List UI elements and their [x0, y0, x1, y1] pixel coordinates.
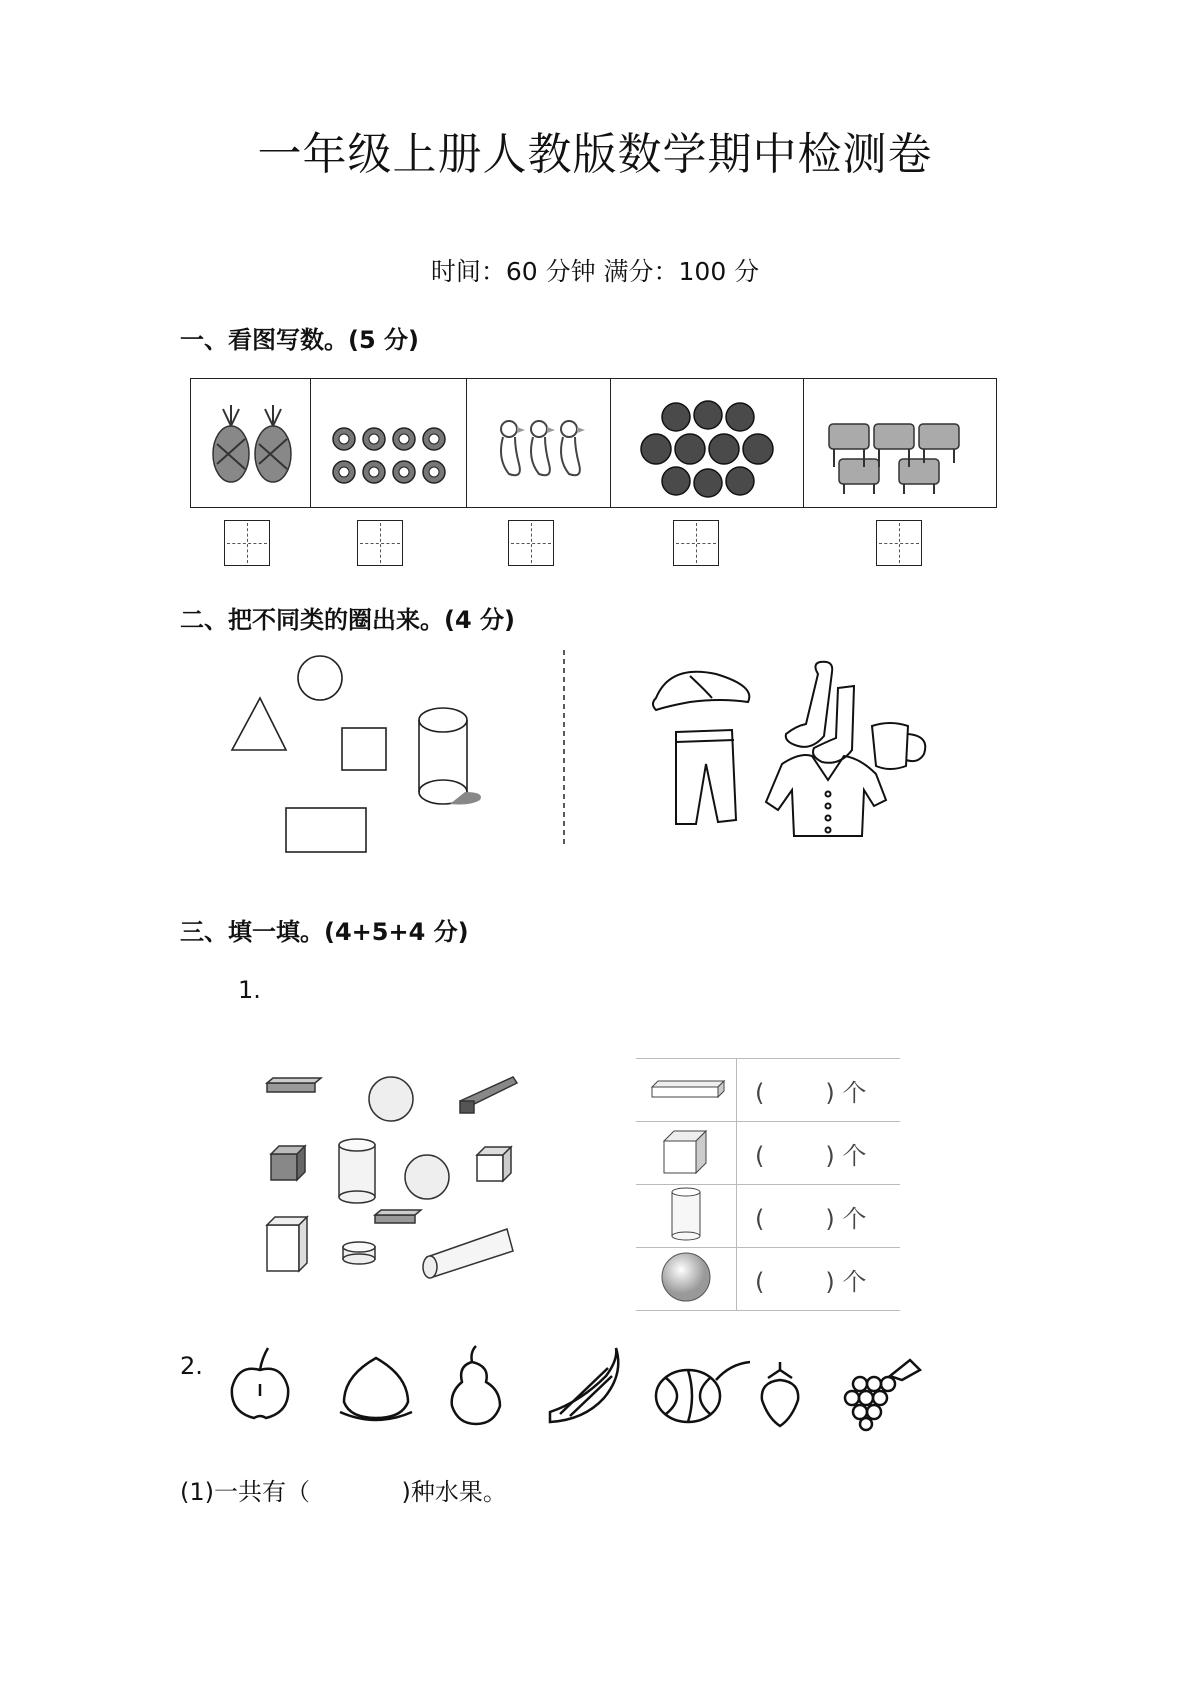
count-blank-cube[interactable]: ( ) 个	[737, 1122, 901, 1185]
odd-one-out-figures	[200, 640, 1000, 860]
count-blank-cuboid[interactable]: ( ) 个	[737, 1059, 901, 1122]
upright-cuboid-shape	[267, 1217, 307, 1271]
short-cylinder-shape	[343, 1242, 375, 1264]
grapes-icon	[845, 1360, 920, 1430]
banana-icon	[550, 1348, 618, 1422]
tomato-icon	[611, 379, 802, 506]
cube-icon	[656, 1127, 716, 1175]
count-blank-sphere[interactable]: ( ) 个	[737, 1248, 901, 1311]
cow-icon	[804, 379, 994, 506]
circle-shape	[298, 656, 342, 700]
table-row	[636, 1248, 900, 1311]
shape-count-table	[636, 1058, 900, 1311]
cylinder-shape	[419, 708, 467, 804]
cap-icon	[653, 672, 749, 710]
cell-flowers	[311, 379, 467, 507]
cell-pineapples	[191, 379, 311, 507]
cube-shape-2	[477, 1147, 511, 1181]
triangle-shape	[232, 698, 286, 750]
flower-icon	[311, 379, 465, 506]
section-3-heading: 三、填一填。(4+5+4 分)	[180, 918, 469, 946]
lying-cylinder-shape	[423, 1229, 513, 1278]
pear-icon	[452, 1346, 500, 1424]
sphere-shape	[369, 1077, 413, 1121]
table-row	[636, 1185, 900, 1248]
answer-box-3[interactable]	[508, 520, 554, 566]
pants-icon	[676, 730, 736, 824]
fruit-row	[220, 1340, 1000, 1440]
sphere-icon	[658, 1249, 714, 1305]
solid-shapes-collection	[255, 1065, 535, 1290]
section-1-heading: 一、看图写数。(5 分)	[180, 326, 419, 354]
cup-icon	[872, 723, 925, 769]
flat-cuboid-shape	[267, 1078, 321, 1092]
square-shape	[342, 728, 386, 770]
question-1-label: 1.	[238, 976, 261, 1004]
table-row	[636, 1059, 900, 1122]
answer-box-1[interactable]	[224, 520, 270, 566]
sphere-shape-2	[405, 1155, 449, 1199]
section-2-heading: 二、把不同类的圈出来。(4 分)	[180, 606, 515, 634]
question-2-sub-1: (1)一共有（ )种水果。	[180, 1478, 507, 1506]
answer-box-4[interactable]	[673, 520, 719, 566]
jacket-icon	[766, 755, 886, 836]
strawberry-icon	[762, 1362, 798, 1426]
table-row	[636, 1122, 900, 1185]
cell-ducks	[467, 379, 611, 507]
picture-count-row	[190, 378, 997, 508]
question-2-label: 2.	[180, 1352, 203, 1380]
rectangle-shape	[286, 808, 366, 852]
cylinder-icon	[666, 1186, 706, 1242]
socks-icon	[786, 662, 854, 763]
cylinder-shape-tall	[339, 1139, 375, 1203]
flat-cuboid-icon	[646, 1073, 726, 1103]
cell-cows	[804, 379, 996, 507]
answer-box-2[interactable]	[357, 520, 403, 566]
page-title: 一年级上册人教版数学期中检测卷	[257, 129, 933, 180]
long-cuboid-shape	[460, 1077, 517, 1113]
pineapple-icon	[191, 379, 309, 506]
duck-icon	[467, 379, 609, 506]
peach-icon	[340, 1358, 412, 1420]
watermelon-icon	[656, 1362, 750, 1422]
cube-shape	[271, 1146, 305, 1180]
exam-info: 时间：60 分钟 满分：100 分	[430, 257, 760, 286]
apple-icon	[232, 1348, 288, 1418]
count-blank-cylinder[interactable]: ( ) 个	[737, 1185, 901, 1248]
flat-cuboid-shape-2	[375, 1210, 421, 1223]
answer-box-5[interactable]	[876, 520, 922, 566]
cell-tomatoes	[611, 379, 804, 507]
